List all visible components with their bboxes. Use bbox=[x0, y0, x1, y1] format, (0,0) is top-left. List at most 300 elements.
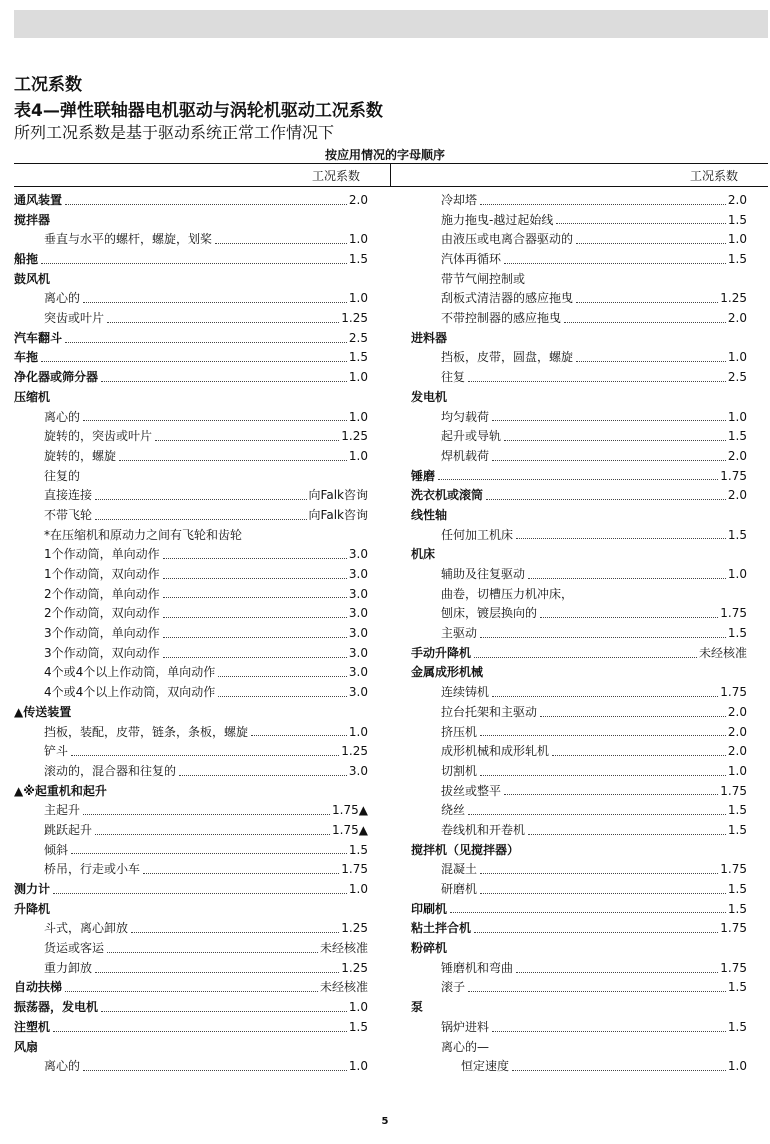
service-factor-value: 未经核准 bbox=[319, 980, 368, 995]
table-row bbox=[411, 1018, 747, 1038]
dot-leader bbox=[215, 243, 347, 244]
dot-leader bbox=[486, 499, 726, 500]
dot-leader bbox=[218, 676, 347, 677]
row-label: 手动升降机 bbox=[411, 645, 472, 660]
dot-leader bbox=[528, 834, 726, 835]
row-label: 桥吊，行走或小车 bbox=[44, 862, 141, 877]
dot-leader bbox=[95, 972, 339, 973]
dot-leader bbox=[516, 538, 726, 539]
dot-leader bbox=[504, 440, 726, 441]
service-factor-value: 1.5 bbox=[348, 1019, 368, 1034]
service-factor-value: 1.0 bbox=[348, 448, 368, 463]
row-label: 离心的 bbox=[44, 291, 81, 306]
service-factor-value: 1.5 bbox=[727, 980, 747, 995]
table-row bbox=[411, 604, 747, 624]
service-factor-value: 1.75 bbox=[720, 606, 747, 621]
row-label: 2个作动筒，双向动作 bbox=[44, 606, 160, 621]
table-row bbox=[411, 329, 747, 349]
service-factor-value: 1.5 bbox=[727, 429, 747, 444]
service-factor-value: 未经核准 bbox=[319, 941, 368, 956]
service-factor-value: 1.0 bbox=[348, 291, 368, 306]
table-row bbox=[14, 604, 368, 624]
table-row bbox=[411, 565, 747, 585]
dot-leader bbox=[107, 952, 318, 953]
table-row bbox=[411, 900, 747, 920]
table-row bbox=[411, 821, 747, 841]
dot-leader bbox=[65, 204, 347, 205]
table-row bbox=[14, 880, 368, 900]
table-row bbox=[14, 919, 368, 939]
table-row bbox=[411, 959, 747, 979]
table-row bbox=[14, 841, 368, 861]
table-row bbox=[411, 349, 747, 369]
row-label: 由液压或电离合器驱动的 bbox=[441, 232, 574, 247]
row-label: 直接连接 bbox=[44, 488, 93, 503]
table-row bbox=[14, 900, 368, 920]
table-row bbox=[411, 368, 747, 388]
row-label: 压缩机 bbox=[14, 389, 51, 404]
row-label: 突齿或叶片 bbox=[44, 311, 105, 326]
row-label: 刮板式清洁器的感应拖曳 bbox=[441, 291, 574, 306]
dot-leader bbox=[83, 1070, 347, 1071]
row-label: 焊机载荷 bbox=[441, 448, 490, 463]
service-factor-value: 1.5 bbox=[727, 803, 747, 818]
service-factor-value: 1.0 bbox=[348, 370, 368, 385]
dot-leader bbox=[540, 716, 726, 717]
row-label: 机床 bbox=[411, 547, 436, 562]
dot-leader bbox=[552, 755, 726, 756]
table-row bbox=[14, 211, 368, 231]
row-label: 搅拌机（见搅拌器） bbox=[411, 842, 520, 857]
table-row bbox=[411, 309, 747, 329]
service-factor-value: 2.5 bbox=[348, 330, 368, 345]
table-row bbox=[411, 998, 747, 1018]
service-factor-value: 未经核准 bbox=[698, 645, 747, 660]
dot-leader bbox=[163, 597, 347, 598]
service-factor-value: 1.75 bbox=[720, 783, 747, 798]
dot-leader bbox=[492, 696, 718, 697]
service-factor-value: 3.0 bbox=[348, 567, 368, 582]
service-factor-value: 1.25 bbox=[720, 291, 747, 306]
table-row bbox=[14, 959, 368, 979]
table-row bbox=[14, 250, 368, 270]
dot-leader bbox=[101, 381, 347, 382]
row-label: 4个或4个以上作动筒，双向动作 bbox=[44, 685, 216, 700]
service-factor-value: 1.75 bbox=[341, 862, 368, 877]
row-label: 搅拌器 bbox=[14, 212, 51, 227]
row-label: 货运或客运 bbox=[44, 941, 105, 956]
table-row bbox=[14, 565, 368, 585]
table-row bbox=[14, 683, 368, 703]
row-label: 旋转的，突齿或叶片 bbox=[44, 429, 153, 444]
dot-leader bbox=[95, 499, 307, 500]
table-row bbox=[14, 526, 368, 546]
service-factor-value: 3.0 bbox=[348, 547, 368, 562]
service-factor-value: 2.0 bbox=[727, 724, 747, 739]
service-factor-value: 2.0 bbox=[727, 192, 747, 207]
table-row bbox=[14, 368, 368, 388]
dot-leader bbox=[119, 460, 347, 461]
table-row bbox=[14, 664, 368, 684]
table-row bbox=[14, 939, 368, 959]
row-label: 斗式，离心卸放 bbox=[44, 921, 129, 936]
service-factor-value: 1.0 bbox=[727, 1059, 747, 1074]
dot-leader bbox=[83, 420, 347, 421]
table-row bbox=[411, 467, 747, 487]
service-factor-value: 1.5 bbox=[727, 527, 747, 542]
service-factor-value: 1.0 bbox=[348, 1059, 368, 1074]
table-row bbox=[411, 191, 747, 211]
table-row bbox=[14, 762, 368, 782]
service-factor-value: 1.0 bbox=[348, 232, 368, 247]
row-label: *在压缩机和原动力之间有飞轮和齿轮 bbox=[44, 527, 243, 542]
row-label: 测力计 bbox=[14, 882, 51, 897]
row-label: 恒定速度 bbox=[461, 1059, 510, 1074]
dot-leader bbox=[41, 263, 347, 264]
service-factor-value: 1.25 bbox=[341, 744, 368, 759]
table-row bbox=[14, 703, 368, 723]
dot-leader bbox=[107, 322, 339, 323]
left-column bbox=[14, 191, 368, 1077]
row-label: 3个作动筒，单向动作 bbox=[44, 626, 160, 641]
table-row bbox=[411, 388, 747, 408]
row-label: 车拖 bbox=[14, 350, 39, 365]
service-factor-value: 1.5 bbox=[348, 842, 368, 857]
table-row bbox=[411, 486, 747, 506]
service-factor-value: 1.0 bbox=[348, 409, 368, 424]
row-label: ▲传送装置 bbox=[14, 704, 72, 719]
dot-leader bbox=[83, 302, 347, 303]
table-row bbox=[14, 506, 368, 526]
dot-leader bbox=[480, 637, 726, 638]
table-row bbox=[411, 624, 747, 644]
column-divider bbox=[390, 163, 391, 186]
dot-leader bbox=[504, 794, 718, 795]
dot-leader bbox=[492, 420, 726, 421]
service-factor-value: 1.5 bbox=[727, 822, 747, 837]
row-label: 振荡器，发电机 bbox=[14, 1000, 99, 1015]
dot-leader bbox=[492, 1031, 726, 1032]
dot-leader bbox=[468, 991, 726, 992]
table-row bbox=[14, 408, 368, 428]
dot-leader bbox=[474, 932, 718, 933]
row-label: 金属成形机械 bbox=[411, 665, 484, 680]
table-row bbox=[411, 880, 747, 900]
row-label: 1个作动筒，单向动作 bbox=[44, 547, 160, 562]
row-label: 任何加工机床 bbox=[441, 527, 514, 542]
dot-leader bbox=[65, 342, 347, 343]
table-row bbox=[14, 979, 368, 999]
dot-leader bbox=[163, 558, 347, 559]
service-factor-value: 1.5 bbox=[727, 1019, 747, 1034]
row-label: 起升或导轨 bbox=[441, 429, 502, 444]
table-row bbox=[411, 526, 747, 546]
service-factor-value: 1.0 bbox=[727, 567, 747, 582]
dot-leader bbox=[468, 814, 726, 815]
row-label: ▲※起重机和起升 bbox=[14, 783, 107, 798]
row-label: 往复的 bbox=[44, 468, 81, 483]
service-factor-value: 1.5 bbox=[348, 252, 368, 267]
section-title: 工况系数 bbox=[14, 75, 82, 95]
row-label: 主起升 bbox=[44, 803, 81, 818]
service-factor-value: 1.0 bbox=[727, 232, 747, 247]
row-label: 连续铸机 bbox=[441, 685, 490, 700]
table-row bbox=[411, 723, 747, 743]
row-label: 不带控制器的感应拖曳 bbox=[441, 311, 562, 326]
dot-leader bbox=[143, 873, 339, 874]
row-label: 倾斜 bbox=[44, 842, 69, 857]
dot-leader bbox=[163, 617, 347, 618]
dot-leader bbox=[95, 834, 330, 835]
service-factor-value: 1.75 bbox=[720, 468, 747, 483]
table-row bbox=[14, 270, 368, 290]
dot-leader bbox=[155, 440, 339, 441]
table-row bbox=[14, 349, 368, 369]
service-factor-value: 3.0 bbox=[348, 685, 368, 700]
row-label: 绕丝 bbox=[441, 803, 466, 818]
dot-leader bbox=[83, 814, 330, 815]
service-factor-value: 1.0 bbox=[727, 763, 747, 778]
row-label: 刨床，镀层换向的 bbox=[441, 606, 538, 621]
service-factor-value: 1.0 bbox=[727, 350, 747, 365]
row-label: 2个作动筒，单向动作 bbox=[44, 586, 160, 601]
row-label: 挤压机 bbox=[441, 724, 478, 739]
table-row bbox=[411, 782, 747, 802]
service-factor-value: 1.5 bbox=[727, 212, 747, 227]
dot-leader bbox=[492, 460, 726, 461]
row-label: 带节气闸控制或 bbox=[441, 271, 526, 286]
dot-leader bbox=[468, 381, 726, 382]
table-row bbox=[14, 998, 368, 1018]
row-label: 曲卷，切槽压力机冲床， bbox=[441, 586, 574, 601]
service-factor-value: 1.25 bbox=[341, 311, 368, 326]
table-row bbox=[411, 270, 747, 290]
dot-leader bbox=[41, 361, 347, 362]
dot-leader bbox=[576, 302, 718, 303]
row-label: 粘土拌合机 bbox=[411, 921, 472, 936]
table-row bbox=[14, 1038, 368, 1058]
dot-leader bbox=[218, 696, 347, 697]
dot-leader bbox=[71, 853, 347, 854]
table-row bbox=[411, 427, 747, 447]
table-row bbox=[14, 388, 368, 408]
table-row bbox=[411, 919, 747, 939]
header-rule-bottom bbox=[14, 186, 768, 187]
row-label: 卷线机和开卷机 bbox=[441, 822, 526, 837]
dot-leader bbox=[512, 1070, 726, 1071]
dot-leader bbox=[576, 243, 726, 244]
service-factor-value: 1.75 bbox=[720, 960, 747, 975]
row-label: 3个作动筒，双向动作 bbox=[44, 645, 160, 660]
page-number: 5 bbox=[381, 1116, 389, 1127]
table-row bbox=[14, 329, 368, 349]
row-label: 研磨机 bbox=[441, 882, 478, 897]
service-factor-value: 1.5 bbox=[727, 252, 747, 267]
dot-leader bbox=[53, 893, 347, 894]
row-label: 滚子 bbox=[441, 980, 466, 995]
row-label: 汽车翻斗 bbox=[14, 330, 63, 345]
dot-leader bbox=[65, 991, 318, 992]
row-label: 风扇 bbox=[14, 1039, 39, 1054]
dot-leader bbox=[504, 263, 726, 264]
service-factor-value: 向Falk咨询 bbox=[308, 507, 368, 522]
order-note: 按应用情况的字母顺序 bbox=[324, 148, 445, 162]
table-row bbox=[14, 801, 368, 821]
table-row bbox=[14, 1018, 368, 1038]
row-label: 离心的— bbox=[441, 1039, 490, 1054]
row-label: 挡板，装配，皮带，链条，条板，螺旋 bbox=[44, 724, 249, 739]
row-label: 切割机 bbox=[441, 763, 478, 778]
table-row bbox=[411, 801, 747, 821]
service-factor-value: 3.0 bbox=[348, 606, 368, 621]
table-row bbox=[411, 545, 747, 565]
dot-leader bbox=[251, 735, 347, 736]
dot-leader bbox=[474, 657, 697, 658]
service-factor-value: 2.0 bbox=[727, 488, 747, 503]
table-row bbox=[411, 506, 747, 526]
service-factor-value: 2.5 bbox=[727, 370, 747, 385]
table-row bbox=[14, 644, 368, 664]
dot-leader bbox=[71, 755, 339, 756]
service-factor-value: 3.0 bbox=[348, 645, 368, 660]
dot-leader bbox=[101, 1011, 347, 1012]
row-label: 挡板，皮带，圆盘，螺旋 bbox=[441, 350, 574, 365]
right-column bbox=[411, 191, 747, 1077]
table-row bbox=[14, 723, 368, 743]
dot-leader bbox=[53, 1031, 347, 1032]
row-label: 往复 bbox=[441, 370, 466, 385]
table-row bbox=[411, 664, 747, 684]
dot-leader bbox=[480, 204, 726, 205]
row-label: 垂直与水平的螺杆，螺旋，划桨 bbox=[44, 232, 213, 247]
row-label: 旋转的，螺旋 bbox=[44, 448, 117, 463]
service-factor-value: 1.5 bbox=[727, 901, 747, 916]
service-factor-value: 1.75 bbox=[720, 685, 747, 700]
service-factor-value: 1.0 bbox=[348, 724, 368, 739]
table-row bbox=[14, 427, 368, 447]
dot-leader bbox=[163, 578, 347, 579]
table-row bbox=[14, 309, 368, 329]
dot-leader bbox=[480, 893, 726, 894]
service-factor-value: 1.0 bbox=[727, 409, 747, 424]
table-row bbox=[14, 467, 368, 487]
service-factor-value: 3.0 bbox=[348, 626, 368, 641]
table-row bbox=[14, 191, 368, 211]
service-factor-value: 1.75▲ bbox=[332, 822, 368, 837]
table-row bbox=[14, 821, 368, 841]
row-label: 跳跃起升 bbox=[44, 822, 93, 837]
service-factor-value: 1.0 bbox=[348, 882, 368, 897]
row-label: 锤磨机和弯曲 bbox=[441, 960, 514, 975]
table-row bbox=[14, 860, 368, 880]
dot-leader bbox=[163, 637, 347, 638]
table-row bbox=[411, 860, 747, 880]
row-label: 锤磨 bbox=[411, 468, 436, 483]
row-label: 拔丝或整平 bbox=[441, 783, 502, 798]
dot-leader bbox=[528, 578, 726, 579]
service-factor-value: 1.5 bbox=[348, 350, 368, 365]
row-label: 拉台托架和主驱动 bbox=[441, 704, 538, 719]
row-label: 离心的 bbox=[44, 1059, 81, 1074]
table-row bbox=[411, 762, 747, 782]
dot-leader bbox=[540, 617, 718, 618]
right-column-header: 工况系数 bbox=[690, 169, 739, 183]
service-factor-value: 1.75 bbox=[720, 921, 747, 936]
table-row bbox=[411, 447, 747, 467]
dot-leader bbox=[179, 775, 347, 776]
row-label: 发电机 bbox=[411, 389, 448, 404]
service-factor-value: 2.0 bbox=[727, 704, 747, 719]
dot-leader bbox=[564, 322, 726, 323]
dot-leader bbox=[576, 361, 726, 362]
service-factor-value: 1.0 bbox=[348, 1000, 368, 1015]
dot-leader bbox=[163, 657, 347, 658]
row-label: 线性轴 bbox=[411, 507, 448, 522]
table-row bbox=[14, 545, 368, 565]
row-label: 不带飞轮 bbox=[44, 507, 93, 522]
table-row bbox=[14, 742, 368, 762]
table-row bbox=[411, 939, 747, 959]
row-label: 离心的 bbox=[44, 409, 81, 424]
table-row bbox=[411, 644, 747, 664]
dot-leader bbox=[450, 912, 726, 913]
dot-leader bbox=[480, 735, 726, 736]
table-row bbox=[411, 742, 747, 762]
service-factor-value: 1.25 bbox=[341, 921, 368, 936]
dot-leader bbox=[438, 479, 718, 480]
row-label: 鼓风机 bbox=[14, 271, 51, 286]
table-row bbox=[14, 1057, 368, 1077]
table-row bbox=[411, 585, 747, 605]
row-label: 泵 bbox=[411, 1000, 424, 1015]
table-row bbox=[411, 289, 747, 309]
row-label: 汽体再循环 bbox=[441, 252, 502, 267]
service-factor-value: 1.5 bbox=[727, 626, 747, 641]
header-bar bbox=[14, 10, 768, 38]
dot-leader bbox=[95, 519, 307, 520]
row-label: 锅炉进料 bbox=[441, 1019, 490, 1034]
row-label: 滚动的，混合器和往复的 bbox=[44, 763, 177, 778]
row-label: 施力拖曳-越过起始线 bbox=[441, 212, 554, 227]
table-row bbox=[411, 1057, 747, 1077]
dot-leader bbox=[131, 932, 339, 933]
service-factor-value: 1.75▲ bbox=[332, 803, 368, 818]
row-label: 印刷机 bbox=[411, 901, 448, 916]
row-label: 成形机械和成形轧机 bbox=[441, 744, 550, 759]
row-label: 主驱动 bbox=[441, 626, 478, 641]
table-row bbox=[14, 230, 368, 250]
table-row bbox=[14, 289, 368, 309]
service-factor-value: 1.25 bbox=[341, 960, 368, 975]
service-factor-value: 1.75 bbox=[720, 862, 747, 877]
table-row bbox=[411, 408, 747, 428]
dot-leader bbox=[556, 223, 726, 224]
row-label: 辅助及往复驱动 bbox=[441, 567, 526, 582]
table-row bbox=[411, 841, 747, 861]
table-row bbox=[14, 486, 368, 506]
service-factor-value: 1.5 bbox=[727, 882, 747, 897]
row-label: 洗衣机或滚筒 bbox=[411, 488, 484, 503]
row-label: 4个或4个以上作动筒，单向动作 bbox=[44, 665, 216, 680]
left-column-header: 工况系数 bbox=[312, 169, 361, 183]
table-row bbox=[14, 585, 368, 605]
row-label: 均匀载荷 bbox=[441, 409, 490, 424]
dot-leader bbox=[480, 775, 726, 776]
table-row bbox=[411, 979, 747, 999]
service-factor-value: 3.0 bbox=[348, 586, 368, 601]
service-factor-value: 2.0 bbox=[348, 192, 368, 207]
table-row bbox=[411, 703, 747, 723]
